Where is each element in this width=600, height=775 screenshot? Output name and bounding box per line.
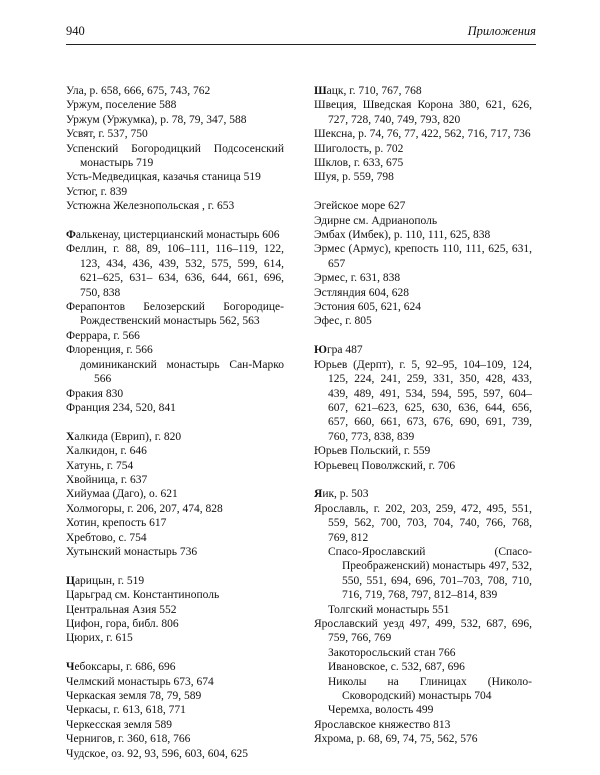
index-entry-text: Юрьевец Поволжский, г. 706	[314, 459, 456, 472]
index-entry-text: Спасо-Ярославский (Спасо-Преображенский) монастырь 497, 532, 550, 551, 694, 696, 701–703, 708, 710, 716, 719, 768, 797, 812–814, 839	[328, 545, 532, 602]
index-entry-text: Яхрома, р. 68, 69, 74, 75, 562, 576	[314, 733, 478, 746]
index-column-right	[314, 84, 532, 761]
index-entry-text: Швеция, Шведская Корона 380, 621, 626, 727, 728, 740, 749, 793, 820	[314, 99, 532, 126]
index-entry	[314, 199, 532, 213]
index-entry-text: Юрьев Польский, г. 559	[314, 445, 431, 458]
index-entry	[66, 747, 284, 761]
index-letter-initial: Ч	[66, 661, 75, 674]
index-letter-group	[314, 199, 532, 329]
index-entry	[66, 387, 284, 401]
index-entry	[314, 314, 532, 328]
index-entry	[66, 703, 284, 717]
index-entry-text: Эрмес (Армус), крепость 110, 111, 625, 631, 657	[314, 243, 532, 270]
index-entry-text: Ярославский уезд 497, 499, 532, 687, 696, 759, 766, 769	[314, 617, 532, 645]
index-entry-text: Чернигов, г. 360, 618, 766	[66, 733, 191, 746]
index-entry-text: Холмогоры, г. 206, 207, 474, 828	[66, 502, 223, 515]
index-entry-text: ацк, г. 710, 767, 768	[326, 85, 422, 97]
index-letter-group	[314, 84, 532, 185]
index-entry	[66, 300, 284, 329]
index-entry	[66, 98, 284, 112]
index-entry-text: Черкесская земля 589	[66, 718, 172, 731]
index-entry-text: Уржум (Уржумка), р. 78, 79, 347, 588	[66, 113, 247, 126]
index-subentry	[66, 358, 284, 387]
index-entry	[66, 430, 284, 444]
index-subentry	[314, 646, 532, 660]
index-entry	[66, 185, 284, 199]
index-entry-text: Хутынский монастырь 736	[66, 545, 198, 558]
index-entry-text: Черкаская земля 78, 79, 589	[66, 690, 202, 702]
index-entry	[66, 617, 284, 631]
index-entry	[314, 300, 532, 314]
index-entry-text: Николы на Глиницах (Николо-Сковородский) монастырь 704	[328, 675, 532, 703]
index-entry-text: Хвойница, г. 637	[66, 473, 148, 486]
index-entry	[314, 459, 532, 473]
index-entry	[66, 675, 284, 689]
index-entry-text: Франция 234, 520, 841	[66, 401, 176, 414]
index-entry	[66, 242, 284, 300]
index-entry-text: Хотин, крепость 617	[66, 517, 167, 530]
index-letter-initial: Я	[314, 488, 323, 501]
index-entry-text: Устюжна Железнопольская , г. 653	[66, 200, 235, 213]
index-letter-group	[66, 84, 284, 214]
index-entry	[66, 329, 284, 343]
index-entry-text: Ярославль, г. 202, 203, 259, 472, 495, 551, 559, 562, 700, 703, 704, 740, 766, 768, 769, 812	[314, 502, 532, 544]
index-letter-initial: Х	[66, 430, 75, 443]
index-entry	[314, 156, 532, 170]
index-subentry	[314, 703, 532, 717]
index-entry-text: Эрмес, г. 631, 838	[314, 272, 401, 285]
index-entry	[314, 242, 532, 271]
index-entry-text: Эгейское море 627	[314, 200, 406, 213]
index-entry	[66, 199, 284, 213]
index-subentry	[314, 603, 532, 617]
index-letter-initial: Ю	[314, 344, 327, 357]
index-letter-group	[314, 487, 532, 746]
index-entry	[314, 732, 532, 746]
index-entry	[314, 487, 532, 501]
index-entry-text: Халкидон, г. 646	[66, 445, 147, 458]
index-entry	[66, 459, 284, 473]
index-entry-text: Феллин, г. 88, 89, 106–111, 116–119, 122, 123, 434, 436, 439, 532, 575, 599, 614, 621–625, 631– 634, 636, 644, 661, 696, 750, 838	[66, 243, 284, 299]
index-entry	[66, 660, 284, 674]
index-entry-text: арицын, г. 519	[74, 574, 145, 587]
index-entry-text: Фракия 830	[66, 387, 124, 400]
index-letter-initial: Ф	[66, 229, 76, 242]
index-entry-text: Цифон, гора, библ. 806	[66, 617, 179, 630]
index-subentry	[314, 675, 532, 704]
index-entry-text: Шиголость, р. 702	[314, 142, 404, 155]
index-entry-text: Шуя, р. 559, 798	[314, 171, 394, 184]
index-entry	[66, 84, 284, 98]
index-entry-text: Толгский монастырь 551	[328, 603, 450, 616]
index-entry-text: Закоторосльский стан 766	[328, 646, 456, 659]
index-entry	[66, 545, 284, 559]
index-entry-text: Ярославское княжество 813	[314, 718, 451, 731]
index-entry-text: Шклов, г. 633, 675	[314, 157, 404, 170]
header-rule	[66, 44, 536, 45]
index-entry	[314, 142, 532, 156]
index-entry-text: Усть-Медведицкая, казачья станица 519	[66, 171, 261, 184]
index-entry-text: ик, р. 503	[322, 488, 369, 501]
index-entry	[314, 286, 532, 300]
index-entry	[314, 343, 532, 357]
index-entry	[314, 228, 532, 242]
index-letter-group	[66, 660, 284, 761]
index-entry	[66, 574, 284, 588]
index-entry	[66, 718, 284, 732]
index-entry	[314, 718, 532, 732]
index-letter-initial: Ц	[66, 574, 75, 587]
index-entry	[66, 502, 284, 516]
index-entry-text: Флоренция, г. 566	[66, 344, 153, 357]
index-entry	[66, 444, 284, 458]
index-entry	[66, 127, 284, 141]
index-entry-text: Эстония 605, 621, 624	[314, 301, 422, 314]
index-entry-text: Челмский монастырь 673, 674	[66, 675, 214, 688]
index-entry-text: ебоксары, г. 686, 696	[74, 661, 176, 674]
index-entry	[66, 170, 284, 184]
index-entry-text: Эстляндия 604, 628	[314, 286, 410, 299]
index-entry-text: доминиканский монастырь Сан-Марко 566	[80, 358, 284, 386]
index-entry-text: Хийумаа (Даго), о. 621	[66, 488, 178, 501]
index-entry	[314, 271, 532, 285]
page-number: 940	[66, 24, 85, 38]
index-entry	[314, 358, 532, 444]
index-entry	[66, 531, 284, 545]
index-entry	[314, 214, 532, 228]
index-letter-group	[66, 430, 284, 560]
index-entry	[66, 401, 284, 415]
index-entry-text: Юрьев (Дерпт), г. 5, 92–95, 104–109, 124, 125, 224, 241, 259, 331, 350, 428, 433, 439, 489, 491, 534, 594, 595, 597, 604–607, 621–623, 625, 630, 636, 644, 656, 657, 660, 661, 673, 676, 690, 691, 739, 760, 773, 838, 839	[314, 358, 532, 443]
index-letter-group	[66, 574, 284, 646]
index-letter-initial: Ш	[314, 85, 327, 97]
index-entry-text: Ула, р. 658, 666, 675, 743, 762	[66, 85, 211, 97]
index-entry-text: Ивановское, с. 532, 687, 696	[328, 661, 465, 674]
index-entry-text: Эмбах (Имбек), р. 110, 111, 625, 838	[314, 229, 491, 242]
index-entry-text: Центральная Азия 552	[66, 603, 177, 616]
index-subentry	[314, 660, 532, 674]
index-entry	[66, 603, 284, 617]
index-entry	[66, 343, 284, 357]
index-entry-text: алкида (Еврип), г. 820	[74, 430, 182, 443]
index-letter-group	[314, 343, 532, 473]
index-entry-text: Успенский Богородицкий Подсосенский монастырь 719	[66, 142, 284, 170]
index-entry	[314, 617, 532, 646]
index-entry	[314, 84, 532, 98]
index-entry-text: гра 487	[326, 344, 363, 357]
index-entry-text: Эдирне см. Адрианополь	[314, 214, 438, 227]
index-entry	[314, 98, 532, 127]
running-head: Приложения	[467, 24, 536, 38]
index-entry-text: Черемха, волость 499	[328, 704, 434, 717]
index-entry-text: Феррара, г. 566	[66, 329, 140, 342]
index-entry	[66, 113, 284, 127]
index-entry	[66, 732, 284, 746]
index-entry-text: Шексна, р. 74, 76, 77, 422, 562, 716, 717, 736	[314, 128, 531, 141]
index-entry-text: Хатунь, г. 754	[66, 459, 134, 472]
index-entry	[314, 444, 532, 458]
index-entry	[66, 631, 284, 645]
index-entry	[66, 487, 284, 501]
page-header	[66, 24, 536, 40]
index-entry-text: Уржум, поселение 588	[66, 99, 177, 112]
index-entry-text: Эфес, г. 805	[314, 315, 372, 328]
index-entry	[66, 473, 284, 487]
index-entry-text: Хребтово, с. 754	[66, 531, 147, 544]
index-entry-text: Чудское, оз. 92, 93, 596, 603, 604, 625	[66, 747, 248, 760]
index-entry-text: Цюрих, г. 615	[66, 632, 133, 645]
index-entry-text: Ферапонтов Белозерский Богородице-Рождественский монастырь 562, 563	[66, 301, 284, 328]
index-entry	[314, 170, 532, 184]
index-entry-text: Царьград см. Константинополь	[66, 589, 220, 602]
index-entry	[314, 502, 532, 545]
index-subentry	[314, 545, 532, 603]
index-entry	[66, 142, 284, 171]
index-letter-group	[66, 228, 284, 415]
index-entry	[314, 127, 532, 141]
index-entry	[66, 516, 284, 530]
index-entry-text: Усвят, г. 537, 750	[66, 128, 148, 141]
index-entry	[66, 689, 284, 703]
index-entry	[66, 228, 284, 242]
index-column-left	[66, 84, 284, 775]
index-entry	[66, 588, 284, 602]
index-entry-text: алькенау, цистерцианский монастырь 606	[75, 229, 280, 242]
index-entry-text: Черкасы, г. 613, 618, 771	[66, 704, 186, 717]
index-entry-text: Устюг, г. 839	[66, 185, 128, 198]
